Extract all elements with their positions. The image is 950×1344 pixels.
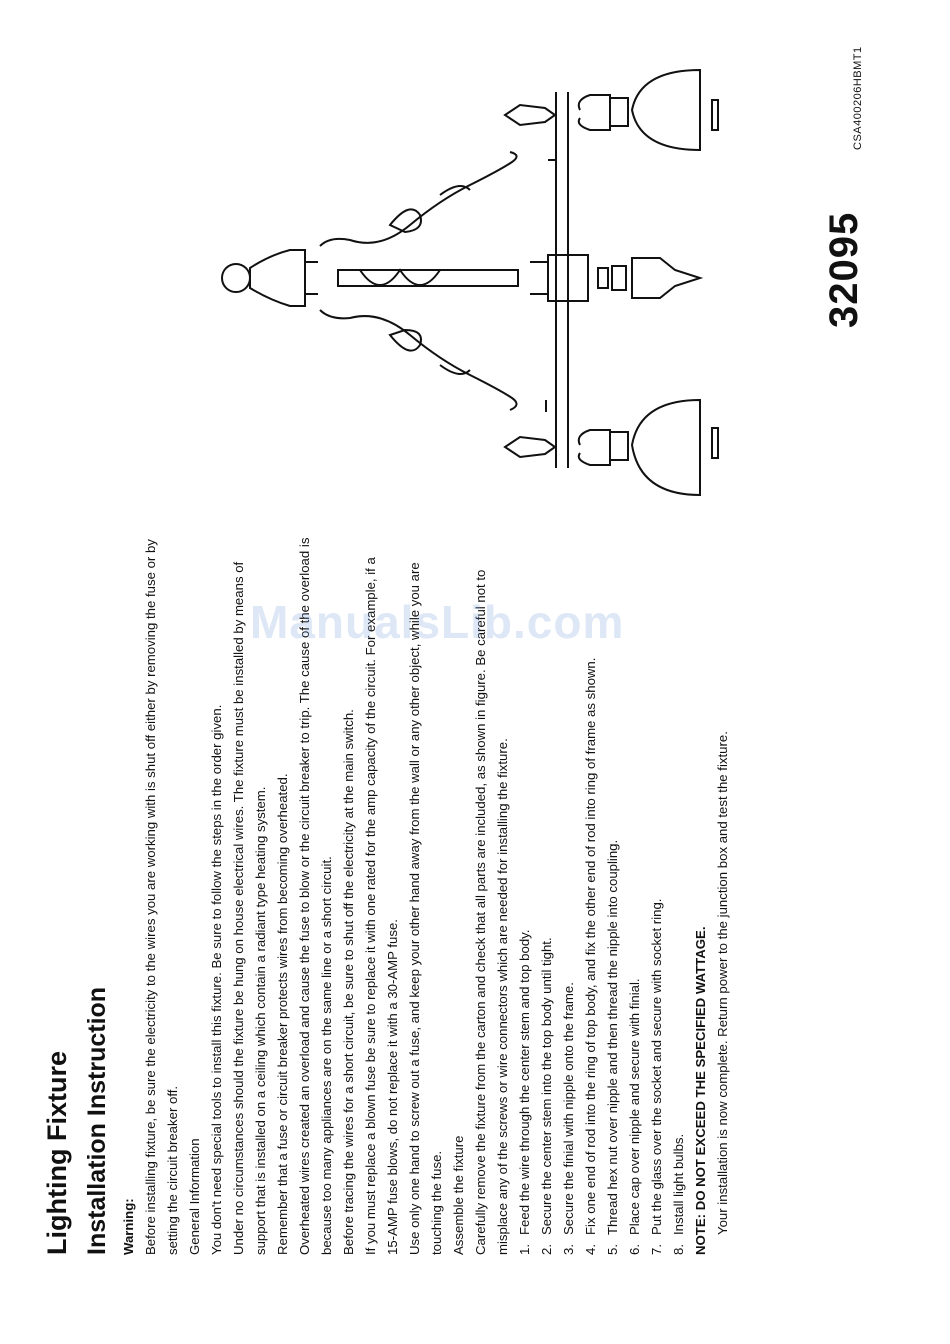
- general-heading: General Information: [187, 1138, 202, 1255]
- watermark: ManualsLib.com: [250, 596, 625, 648]
- ceiling-ring: [222, 264, 250, 292]
- step-number: 4.: [583, 1244, 598, 1255]
- closing-text: Your installation is now complete. Return power to the junction box and test the fixture.: [715, 731, 730, 1235]
- page-title: Lighting Fixture: [42, 1051, 72, 1255]
- step-text: Secure the finial with nipple onto the frame.: [561, 982, 576, 1235]
- step-number: 3.: [561, 1244, 576, 1255]
- lower-glass-shade: [632, 400, 700, 495]
- step-number: 7.: [649, 1244, 664, 1255]
- general-paragraph: Remember that a fuse or circuit breaker protects wires from becoming overheated.: [275, 773, 290, 1255]
- wattage-note: NOTE: DO NOT EXCEED THE SPECIFIED WATTAGE.: [693, 926, 708, 1255]
- model-number: 32095: [822, 211, 866, 328]
- page-subtitle: Installation Instruction: [83, 986, 111, 1255]
- general-paragraph: Before tracing the wires for a short circuit, be sure to shut off the electricity at the main switch.: [341, 709, 356, 1255]
- step-text: Fix one end of rod into the ring of top body, and fix the other end of rod into ring of frame as shown.: [583, 657, 598, 1235]
- upper-socket-ring: [712, 100, 718, 130]
- center-finial: [632, 258, 700, 298]
- general-paragraph: Use only one hand to screw out a fuse, and keep your other hand away from the wall or any other object, while you are touching the fuse.: [407, 562, 444, 1255]
- step-text: Secure the center stem into the top body until tight.: [539, 937, 554, 1235]
- step-text: Put the glass over the socket and secure with socket ring.: [649, 898, 664, 1235]
- step-number: 2.: [539, 1244, 554, 1255]
- lower-socket: [579, 430, 610, 465]
- step-text: Feed the wire through the center stem and top body.: [517, 929, 532, 1235]
- upper-socket: [579, 95, 610, 130]
- top-body: [250, 250, 305, 306]
- step-text: Install light bulbs.: [671, 1133, 686, 1235]
- step-item: [624, 535, 646, 1255]
- step-item: [646, 535, 668, 1255]
- general-paragraph: Overheated wires created an overload and cause the fuse to blow or the circuit breaker to trip. The cause of the overload is because too many appliances are on the same line or a short circuit.: [297, 537, 334, 1255]
- warning-heading: Warning:: [121, 1198, 136, 1255]
- document-code: CSA400206HBMT1: [852, 46, 864, 150]
- step-number: 8.: [671, 1244, 686, 1255]
- upper-finial: [505, 105, 555, 125]
- step-number: 5.: [605, 1244, 620, 1255]
- step-number: 1.: [517, 1244, 532, 1255]
- assemble-heading: Assemble the fixture: [451, 1135, 466, 1255]
- step-item: [668, 535, 690, 1255]
- general-paragraph: Under no circumstances should the fixture be hung on house electrical wires. The fixture must be installed by means of support that is installed on a ceiling which contain a radiant type heating system.: [231, 561, 268, 1255]
- step-number: 6.: [627, 1244, 642, 1255]
- assemble-paragraph: Carefully remove the fixture from the carton and check that all parts are included, as shown in figure. Be careful not to misplace any of the screws or wire connectors which are needed for installing the fixture.: [473, 569, 510, 1255]
- upper-glass-shade: [632, 70, 700, 150]
- general-paragraph: You don't need special tools to install this fixture. Be sure to follow the steps in the order given.: [209, 704, 224, 1255]
- step-text: Thread hex nut over nipple and then thread the nipple into coupling.: [605, 839, 620, 1235]
- upper-arm: [320, 152, 517, 246]
- lower-arm: [320, 310, 517, 410]
- lower-finial: [505, 437, 555, 457]
- general-paragraph: If you must replace a blown fuse be sure to replace it with one rated for the amp capacity of the circuit. For example, if a 15-AMP fuse blows, do not replace it with a 30-AMP fuse.: [363, 557, 400, 1255]
- lower-socket-ring: [712, 428, 718, 458]
- warning-text: Before installing fixture, be sure the electricity to the wires you are working with is shut off either by removing the fuse or by setting the circuit breaker off.: [143, 539, 180, 1255]
- step-text: Place cap over nipple and secure with finial.: [627, 978, 642, 1235]
